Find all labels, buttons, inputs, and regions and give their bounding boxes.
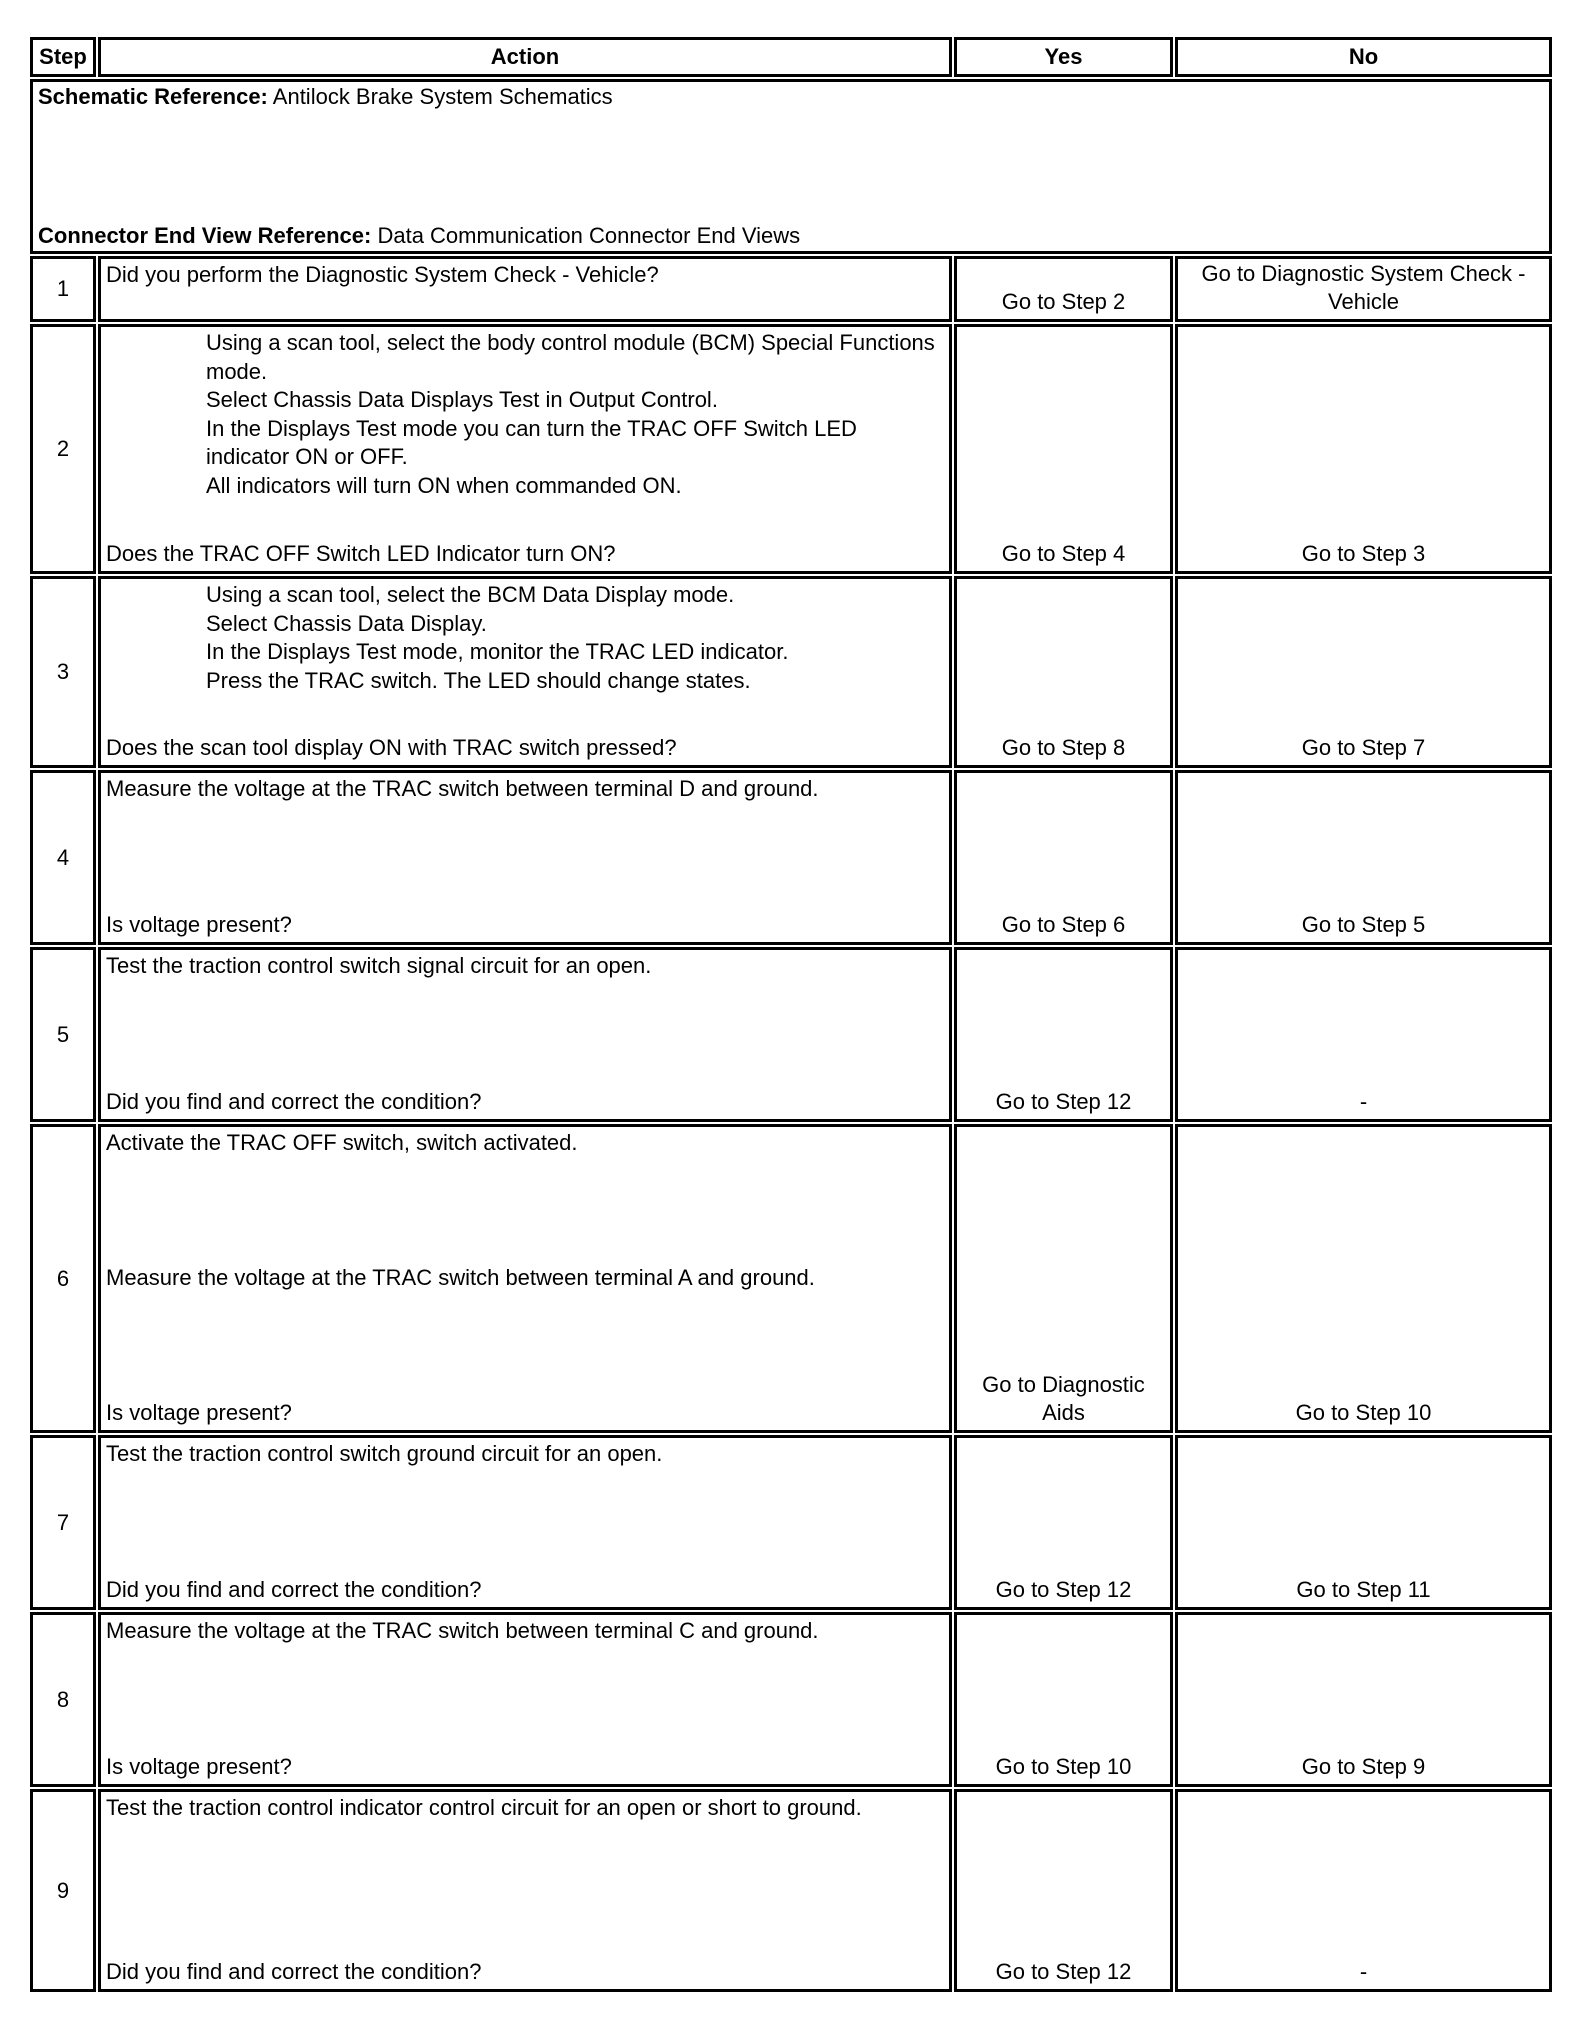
action-line: Measure the voltage at the TRAC switch between terminal C and ground. — [106, 1618, 819, 1643]
table-row — [29, 1123, 1553, 1434]
action-line: Select Chassis Data Display. — [206, 610, 487, 636]
yes-cell — [954, 1612, 1173, 1787]
action-cell — [98, 1435, 952, 1610]
action-top — [106, 1129, 944, 1158]
yes-cell — [954, 1124, 1173, 1433]
step-number: 5 — [30, 947, 96, 1122]
yes-cell — [954, 947, 1173, 1122]
header-yes: Yes — [954, 37, 1173, 77]
table-row — [29, 769, 1553, 946]
no-link[interactable]: Go to Diagnostic System Check - Vehicle — [1201, 260, 1526, 315]
yes-link[interactable]: Go to Step 2 — [1001, 289, 1126, 315]
no-link[interactable]: Go to Step 5 — [1301, 912, 1426, 938]
yes-cell — [954, 324, 1173, 574]
action-question: Does the scan tool display ON with TRAC switch pressed? — [106, 735, 677, 761]
table-row — [29, 323, 1553, 575]
action-cell — [98, 770, 952, 945]
no-link[interactable]: - — [1359, 1089, 1368, 1115]
action-top — [106, 775, 944, 804]
action-question: Did you find and correct the condition? — [106, 1959, 482, 1985]
header-action: Action — [98, 37, 952, 77]
yes-link[interactable]: Go to Diagnostic Aids — [982, 1371, 1145, 1426]
no-link[interactable]: Go to Step 11 — [1296, 1577, 1431, 1603]
action-line: In the Displays Test mode you can turn the TRAC OFF Switch LED indicator ON or OFF. — [206, 415, 857, 470]
action-top — [106, 1617, 944, 1646]
no-cell — [1175, 576, 1552, 768]
yes-link[interactable]: Go to Step 12 — [995, 1577, 1132, 1603]
no-link[interactable]: Go to Step 10 — [1295, 1400, 1432, 1426]
reference-cell — [30, 79, 1552, 254]
action-line: Test the traction control switch signal circuit for an open. — [106, 953, 652, 978]
yes-link[interactable]: Go to Step 6 — [1001, 912, 1126, 938]
action-cell — [98, 947, 952, 1122]
schematic-reference-link[interactable]: Antilock Brake System Schematics — [267, 84, 613, 109]
yes-cell — [954, 256, 1173, 322]
reference-row — [29, 78, 1553, 255]
action-question: Did you find and correct the condition? — [106, 1577, 482, 1603]
no-cell — [1175, 1612, 1552, 1787]
action-question: Is voltage present? — [106, 1754, 292, 1780]
connector-reference — [38, 223, 1544, 249]
no-link[interactable]: Go to Step 7 — [1301, 735, 1426, 761]
no-cell — [1175, 1789, 1552, 1992]
action-middle: Measure the voltage at the TRAC switch between terminal A and ground. — [106, 1265, 815, 1291]
yes-cell — [954, 1435, 1173, 1610]
action-top — [106, 1794, 944, 1823]
yes-cell — [954, 770, 1173, 945]
step-number: 2 — [30, 324, 96, 574]
action-cell — [98, 256, 952, 322]
action-line: All indicators will turn ON when commanded ON. — [206, 472, 682, 498]
no-link[interactable]: Go to Step 9 — [1301, 1754, 1426, 1780]
no-cell — [1175, 1435, 1552, 1610]
table-row — [29, 575, 1553, 769]
action-line: Using a scan tool, select the body control module (BCM) Special Functions mode. — [206, 330, 935, 384]
action-cell — [98, 1789, 952, 1992]
action-line: Press the TRAC switch. The LED should change states. — [206, 667, 751, 693]
header-no: No — [1175, 37, 1552, 77]
no-link[interactable]: Go to Step 3 — [1301, 541, 1426, 567]
no-link[interactable]: - — [1359, 1959, 1368, 1985]
table-row — [29, 1611, 1553, 1788]
step-number: 3 — [30, 576, 96, 768]
action-line: Did you perform the Diagnostic System Check - Vehicle? — [106, 262, 659, 287]
no-cell — [1175, 947, 1552, 1122]
action-line: In the Displays Test mode, monitor the TRAC LED indicator. — [206, 639, 789, 665]
action-question: Does the TRAC OFF Switch LED Indicator turn ON? — [106, 541, 616, 567]
no-cell — [1175, 256, 1552, 322]
yes-cell — [954, 1789, 1173, 1992]
step-number: 9 — [30, 1789, 96, 1992]
no-cell — [1175, 770, 1552, 945]
action-line: Activate the TRAC OFF switch, switch activated. — [106, 1130, 578, 1155]
step-number: 6 — [30, 1124, 96, 1433]
table-row — [29, 1788, 1553, 1993]
yes-link[interactable]: Go to Step 12 — [995, 1959, 1132, 1985]
action-cell — [98, 1124, 952, 1433]
step-number: 1 — [30, 256, 96, 322]
schematic-reference — [38, 84, 1544, 110]
action-question: Is voltage present? — [106, 1400, 292, 1426]
action-line: Test the traction control switch ground circuit for an open. — [106, 1441, 663, 1466]
no-cell — [1175, 324, 1552, 574]
yes-cell — [954, 576, 1173, 768]
header-row — [29, 36, 1553, 78]
yes-link[interactable]: Go to Step 10 — [995, 1754, 1132, 1780]
table-row — [29, 946, 1553, 1123]
schematic-reference-label: Schematic Reference: — [38, 84, 268, 109]
step-number: 8 — [30, 1612, 96, 1787]
yes-link[interactable]: Go to Step 12 — [995, 1089, 1132, 1115]
yes-link[interactable]: Go to Step 4 — [1001, 541, 1126, 567]
header-step: Step — [30, 37, 96, 77]
action-line: Using a scan tool, select the BCM Data Display mode. — [206, 582, 735, 607]
step-number: 4 — [30, 770, 96, 945]
action-top — [106, 581, 944, 695]
table-row — [29, 255, 1553, 323]
action-top — [106, 329, 944, 501]
action-cell — [98, 576, 952, 768]
action-line: Test the traction control indicator control circuit for an open or short to ground. — [106, 1795, 862, 1820]
diagnostic-table — [29, 36, 1553, 1993]
action-cell — [98, 324, 952, 574]
action-top — [106, 1440, 944, 1469]
action-top — [106, 952, 944, 981]
no-cell — [1175, 1124, 1552, 1433]
step-number: 7 — [30, 1435, 96, 1610]
action-question: Did you find and correct the condition? — [106, 1089, 482, 1115]
action-line: Select Chassis Data Displays Test in Output Control. — [206, 387, 718, 413]
action-question: Is voltage present? — [106, 912, 292, 938]
table-row — [29, 1434, 1553, 1611]
action-cell — [98, 1612, 952, 1787]
yes-link[interactable]: Go to Step 8 — [1001, 735, 1126, 761]
connector-reference-label: Connector End View Reference: — [38, 223, 372, 248]
connector-reference-link[interactable]: Data Communication Connector End Views — [371, 223, 801, 248]
action-line: Measure the voltage at the TRAC switch between terminal D and ground. — [106, 776, 819, 801]
action-top — [106, 261, 944, 290]
